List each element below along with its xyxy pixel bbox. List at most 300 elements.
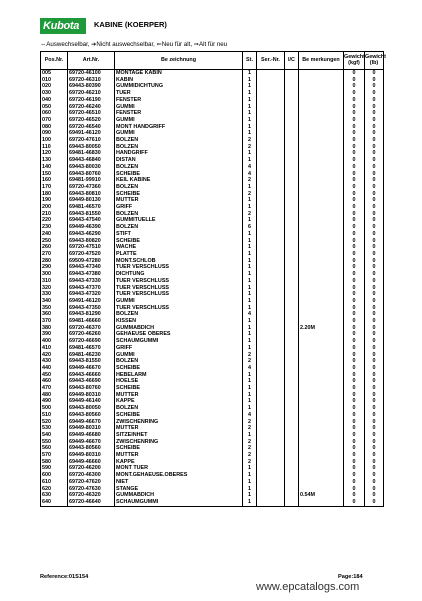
cell-st: 2 — [243, 352, 257, 359]
cell-pos: 490 — [41, 398, 68, 405]
table-row — [41, 164, 384, 171]
cell-bemerkungen — [299, 130, 344, 137]
cell-gewicht-kgf: 0 — [344, 419, 365, 426]
cell-ic — [285, 278, 299, 285]
cell-gewicht-kgf: 0 — [344, 231, 365, 238]
page-number: Page:184 — [338, 574, 363, 580]
page-header — [40, 18, 390, 40]
cell-artnr: 69720-46370 — [68, 325, 115, 332]
cell-bemerkungen — [299, 110, 344, 117]
cell-sernr — [257, 117, 285, 124]
table-row — [41, 318, 384, 325]
cell-sernr — [257, 191, 285, 198]
cell-sernr — [257, 238, 285, 245]
cell-ic — [285, 150, 299, 157]
cell-st: 1 — [243, 385, 257, 392]
cell-gewicht-kgf: 0 — [344, 264, 365, 271]
cell-sernr — [257, 97, 285, 104]
cell-artnr: 69449-80310 — [68, 452, 115, 459]
cell-gewicht-kgf: 0 — [344, 425, 365, 432]
cell-bemerkungen — [299, 258, 344, 265]
cell-artnr: 69481-99910 — [68, 177, 115, 184]
cell-gewicht-kgf: 0 — [344, 164, 365, 171]
cell-gewicht-kgf: 0 — [344, 191, 365, 198]
cell-bezeichnung: GUMMIDICHTUNG — [115, 83, 243, 90]
cell-gewicht-kgf: 0 — [344, 452, 365, 459]
cell-artnr: 69720-47520 — [68, 251, 115, 258]
cell-artnr: 69481-46660 — [68, 318, 115, 325]
cell-gewicht-lb: 0 — [365, 251, 384, 258]
table-row — [41, 372, 384, 379]
cell-bemerkungen — [299, 338, 344, 345]
cell-sernr — [257, 104, 285, 111]
table-row — [41, 177, 384, 184]
cell-pos: 170 — [41, 184, 68, 191]
cell-st: 1 — [243, 305, 257, 312]
cell-sernr — [257, 264, 285, 271]
cell-gewicht-lb: 0 — [365, 70, 384, 77]
col-header-ic: I/C — [285, 52, 299, 70]
table-header-row — [41, 52, 384, 70]
cell-st: 4 — [243, 164, 257, 171]
cell-st: 1 — [243, 244, 257, 251]
parts-table-body — [41, 70, 384, 507]
cell-sernr — [257, 345, 285, 352]
cell-pos: 560 — [41, 445, 68, 452]
cell-gewicht-lb: 0 — [365, 117, 384, 124]
cell-sernr — [257, 224, 285, 231]
cell-gewicht-lb: 0 — [365, 211, 384, 218]
col-header-gewicht-kgf: Gewicht (kgf) — [344, 52, 365, 70]
cell-gewicht-kgf: 0 — [344, 385, 365, 392]
cell-gewicht-lb: 0 — [365, 365, 384, 372]
cell-gewicht-kgf: 0 — [344, 405, 365, 412]
cell-gewicht-lb: 0 — [365, 130, 384, 137]
col-header-pos: Pos.Nr. — [41, 52, 68, 70]
cell-gewicht-lb: 0 — [365, 150, 384, 157]
cell-artnr: 69449-80130 — [68, 197, 115, 204]
cell-bemerkungen — [299, 104, 344, 111]
cell-st: 1 — [243, 472, 257, 479]
cell-ic — [285, 305, 299, 312]
cell-ic — [285, 258, 299, 265]
table-row — [41, 291, 384, 298]
table-row — [41, 445, 384, 452]
cell-gewicht-kgf: 0 — [344, 291, 365, 298]
cell-pos: 130 — [41, 157, 68, 164]
cell-gewicht-kgf: 0 — [344, 345, 365, 352]
cell-bemerkungen — [299, 419, 344, 426]
cell-gewicht-kgf: 0 — [344, 305, 365, 312]
cell-bezeichnung: GUMMI — [115, 352, 243, 359]
cell-st: 2 — [243, 459, 257, 466]
cell-gewicht-lb: 0 — [365, 472, 384, 479]
cell-gewicht-lb: 0 — [365, 264, 384, 271]
cell-ic — [285, 365, 299, 372]
cell-bezeichnung: KABIN — [115, 77, 243, 84]
cell-bezeichnung: TUER VERSCHLUSS — [115, 285, 243, 292]
cell-gewicht-kgf: 0 — [344, 392, 365, 399]
cell-ic — [285, 432, 299, 439]
cell-bezeichnung: MONT.GEHAEUSE.OBERES — [115, 472, 243, 479]
cell-gewicht-lb: 0 — [365, 238, 384, 245]
cell-st: 4 — [243, 171, 257, 178]
cell-artnr: 69449-46390 — [68, 224, 115, 231]
cell-sernr — [257, 251, 285, 258]
cell-pos: 180 — [41, 191, 68, 198]
cell-ic — [285, 117, 299, 124]
cell-gewicht-lb: 0 — [365, 305, 384, 312]
cell-pos: 550 — [41, 439, 68, 446]
cell-gewicht-kgf: 0 — [344, 465, 365, 472]
cell-sernr — [257, 150, 285, 157]
cell-bezeichnung: BOLZEN — [115, 137, 243, 144]
cell-gewicht-lb: 0 — [365, 445, 384, 452]
table-row — [41, 492, 384, 499]
cell-st: 1 — [243, 70, 257, 77]
cell-pos: 600 — [41, 472, 68, 479]
cell-artnr: 69449-80310 — [68, 425, 115, 432]
cell-st: 1 — [243, 264, 257, 271]
cell-gewicht-lb: 0 — [365, 258, 384, 265]
table-row — [41, 130, 384, 137]
table-row — [41, 331, 384, 338]
cell-sernr — [257, 378, 285, 385]
cell-gewicht-lb: 0 — [365, 311, 384, 318]
cell-bezeichnung: TUER VERSCHLUSS — [115, 305, 243, 312]
cell-bezeichnung: STIFT — [115, 231, 243, 238]
cell-sernr — [257, 392, 285, 399]
cell-bezeichnung: ZWISCHENRING — [115, 439, 243, 446]
cell-bemerkungen — [299, 251, 344, 258]
cell-bezeichnung: GRIFF — [115, 345, 243, 352]
cell-st: 1 — [243, 405, 257, 412]
cell-ic — [285, 318, 299, 325]
cell-st: 1 — [243, 331, 257, 338]
cell-pos: 390 — [41, 331, 68, 338]
cell-st: 1 — [243, 479, 257, 486]
cell-bemerkungen — [299, 90, 344, 97]
cell-bemerkungen — [299, 318, 344, 325]
cell-artnr: 69443-80760 — [68, 171, 115, 178]
table-row — [41, 110, 384, 117]
cell-artnr: 69443-47380 — [68, 271, 115, 278]
cell-gewicht-kgf: 0 — [344, 271, 365, 278]
cell-sernr — [257, 472, 285, 479]
cell-bezeichnung: SCHAUMGUMMI — [115, 338, 243, 345]
cell-bezeichnung: GUMMI — [115, 117, 243, 124]
cell-bezeichnung: BOLZEN — [115, 405, 243, 412]
cell-gewicht-kgf: 0 — [344, 124, 365, 131]
table-row — [41, 419, 384, 426]
cell-gewicht-kgf: 0 — [344, 365, 365, 372]
table-row — [41, 325, 384, 332]
cell-bemerkungen — [299, 77, 344, 84]
cell-pos: 220 — [41, 217, 68, 224]
cell-artnr: 69443-80820 — [68, 238, 115, 245]
cell-pos: 240 — [41, 231, 68, 238]
cell-gewicht-lb: 0 — [365, 325, 384, 332]
cell-bemerkungen — [299, 171, 344, 178]
cell-pos: 070 — [41, 117, 68, 124]
cell-sernr — [257, 258, 285, 265]
cell-gewicht-lb: 0 — [365, 244, 384, 251]
cell-gewicht-kgf: 0 — [344, 439, 365, 446]
table-row — [41, 452, 384, 459]
cell-sernr — [257, 157, 285, 164]
cell-artnr: 69720-46100 — [68, 70, 115, 77]
cell-gewicht-kgf: 0 — [344, 325, 365, 332]
cell-bezeichnung: SCHEIBE — [115, 238, 243, 245]
cell-ic — [285, 492, 299, 499]
table-row — [41, 204, 384, 211]
reference-label: Reference:01S154 — [40, 574, 89, 580]
cell-gewicht-kgf: 0 — [344, 70, 365, 77]
cell-sernr — [257, 144, 285, 151]
cell-gewicht-lb: 0 — [365, 419, 384, 426]
cell-artnr: 69443-81290 — [68, 311, 115, 318]
cell-bemerkungen — [299, 291, 344, 298]
cell-st: 1 — [243, 258, 257, 265]
cell-bemerkungen — [299, 439, 344, 446]
cell-pos: 340 — [41, 298, 68, 305]
cell-bemerkungen — [299, 331, 344, 338]
cell-bemerkungen — [299, 70, 344, 77]
cell-sernr — [257, 419, 285, 426]
cell-sernr — [257, 171, 285, 178]
cell-bezeichnung: BOLZEN — [115, 184, 243, 191]
cell-artnr: 69443-47540 — [68, 217, 115, 224]
cell-gewicht-kgf: 0 — [344, 204, 365, 211]
cell-bemerkungen — [299, 285, 344, 292]
cell-st: 2 — [243, 137, 257, 144]
cell-artnr: 69720-46260 — [68, 331, 115, 338]
cell-ic — [285, 204, 299, 211]
cell-st: 1 — [243, 251, 257, 258]
cell-bemerkungen — [299, 385, 344, 392]
cell-gewicht-lb: 0 — [365, 345, 384, 352]
cell-pos: 270 — [41, 251, 68, 258]
cell-ic — [285, 70, 299, 77]
table-row — [41, 472, 384, 479]
cell-ic — [285, 298, 299, 305]
cell-artnr: 69443-47370 — [68, 285, 115, 292]
cell-bezeichnung: SCHAUMGUMMI — [115, 499, 243, 506]
cell-st: 4 — [243, 365, 257, 372]
cell-gewicht-kgf: 0 — [344, 486, 365, 493]
cell-gewicht-kgf: 0 — [344, 244, 365, 251]
cell-pos: 360 — [41, 311, 68, 318]
table-row — [41, 224, 384, 231]
cell-artnr: 69481-46230 — [68, 352, 115, 359]
cell-artnr: 69443-81550 — [68, 358, 115, 365]
cell-gewicht-kgf: 0 — [344, 104, 365, 111]
cell-st: 2 — [243, 177, 257, 184]
cell-artnr: 69720-46690 — [68, 338, 115, 345]
cell-bemerkungen — [299, 124, 344, 131]
cell-sernr — [257, 70, 285, 77]
cell-ic — [285, 345, 299, 352]
cell-gewicht-lb: 0 — [365, 486, 384, 493]
cell-pos: 030 — [41, 90, 68, 97]
cell-gewicht-lb: 0 — [365, 110, 384, 117]
cell-pos: 150 — [41, 171, 68, 178]
table-row — [41, 70, 384, 77]
cell-bemerkungen — [299, 499, 344, 506]
cell-st: 1 — [243, 231, 257, 238]
cell-sernr — [257, 110, 285, 117]
cell-bemerkungen — [299, 97, 344, 104]
cell-pos: 480 — [41, 392, 68, 399]
cell-bemerkungen — [299, 405, 344, 412]
cell-ic — [285, 144, 299, 151]
cell-pos: 520 — [41, 419, 68, 426]
cell-artnr: 69449-46680 — [68, 432, 115, 439]
cell-pos: 290 — [41, 264, 68, 271]
cell-artnr: 69449-46670 — [68, 419, 115, 426]
cell-bemerkungen — [299, 432, 344, 439]
cell-sernr — [257, 305, 285, 312]
cell-bezeichnung: KAPPE — [115, 459, 243, 466]
cell-gewicht-lb: 0 — [365, 171, 384, 178]
cell-st: 1 — [243, 204, 257, 211]
table-row — [41, 83, 384, 90]
table-row — [41, 251, 384, 258]
cell-gewicht-lb: 0 — [365, 278, 384, 285]
table-row — [41, 358, 384, 365]
cell-artnr: 69443-80030 — [68, 164, 115, 171]
cell-gewicht-kgf: 0 — [344, 83, 365, 90]
table-row — [41, 398, 384, 405]
cell-ic — [285, 311, 299, 318]
cell-bemerkungen — [299, 150, 344, 157]
cell-ic — [285, 385, 299, 392]
cell-gewicht-lb: 0 — [365, 104, 384, 111]
cell-bezeichnung: GEHAEUSE OBERES — [115, 331, 243, 338]
cell-bezeichnung: MUTTER — [115, 197, 243, 204]
cell-st: 1 — [243, 130, 257, 137]
cell-pos: 620 — [41, 486, 68, 493]
cell-artnr: 69449-46670 — [68, 365, 115, 372]
cell-bemerkungen — [299, 459, 344, 466]
cell-artnr: 69443-46290 — [68, 231, 115, 238]
cell-sernr — [257, 352, 285, 359]
cell-sernr — [257, 271, 285, 278]
cell-bemerkungen — [299, 452, 344, 459]
cell-bezeichnung: MUTTER — [115, 425, 243, 432]
table-row — [41, 191, 384, 198]
cell-ic — [285, 238, 299, 245]
cell-ic — [285, 425, 299, 432]
cell-sernr — [257, 83, 285, 90]
cell-sernr — [257, 184, 285, 191]
cell-sernr — [257, 479, 285, 486]
table-row — [41, 365, 384, 372]
cell-gewicht-kgf: 0 — [344, 298, 365, 305]
cell-sernr — [257, 318, 285, 325]
cell-st: 1 — [243, 217, 257, 224]
cell-gewicht-kgf: 0 — [344, 499, 365, 506]
cell-bemerkungen — [299, 83, 344, 90]
cell-pos: 060 — [41, 110, 68, 117]
cell-pos: 510 — [41, 412, 68, 419]
table-row — [41, 258, 384, 265]
cell-ic — [285, 110, 299, 117]
cell-gewicht-lb: 0 — [365, 385, 384, 392]
cell-gewicht-kgf: 0 — [344, 251, 365, 258]
table-row — [41, 479, 384, 486]
cell-ic — [285, 90, 299, 97]
cell-gewicht-lb: 0 — [365, 425, 384, 432]
cell-bemerkungen — [299, 392, 344, 399]
table-row — [41, 124, 384, 131]
cell-bemerkungen — [299, 211, 344, 218]
cell-gewicht-lb: 0 — [365, 331, 384, 338]
cell-gewicht-lb: 0 — [365, 285, 384, 292]
cell-st: 1 — [243, 392, 257, 399]
cell-artnr: 69720-47510 — [68, 244, 115, 251]
cell-ic — [285, 465, 299, 472]
cell-ic — [285, 439, 299, 446]
cell-bemerkungen — [299, 144, 344, 151]
cell-st: 1 — [243, 157, 257, 164]
cell-gewicht-kgf: 0 — [344, 432, 365, 439]
cell-gewicht-lb: 0 — [365, 372, 384, 379]
cell-st: 1 — [243, 184, 257, 191]
cell-artnr: 69443-80560 — [68, 445, 115, 452]
cell-pos: 380 — [41, 325, 68, 332]
cell-ic — [285, 251, 299, 258]
cell-gewicht-lb: 0 — [365, 231, 384, 238]
cell-pos: 110 — [41, 144, 68, 151]
cell-gewicht-lb: 0 — [365, 157, 384, 164]
cell-artnr: 69720-46320 — [68, 492, 115, 499]
cell-gewicht-kgf: 0 — [344, 130, 365, 137]
cell-ic — [285, 177, 299, 184]
cell-gewicht-kgf: 0 — [344, 358, 365, 365]
cell-st: 1 — [243, 150, 257, 157]
cell-gewicht-lb: 0 — [365, 217, 384, 224]
cell-gewicht-lb: 0 — [365, 338, 384, 345]
cell-bezeichnung: SCHEIBE — [115, 171, 243, 178]
cell-sernr — [257, 412, 285, 419]
cell-artnr: 69491-46120 — [68, 298, 115, 305]
table-row — [41, 459, 384, 466]
cell-ic — [285, 479, 299, 486]
cell-gewicht-lb: 0 — [365, 378, 384, 385]
cell-gewicht-kgf: 0 — [344, 90, 365, 97]
cell-artnr: 69443-47350 — [68, 305, 115, 312]
cell-st: 1 — [243, 124, 257, 131]
cell-st: 2 — [243, 425, 257, 432]
cell-st: 2 — [243, 191, 257, 198]
cell-bemerkungen — [299, 117, 344, 124]
cell-gewicht-kgf: 0 — [344, 238, 365, 245]
cell-gewicht-kgf: 0 — [344, 479, 365, 486]
cell-st: 1 — [243, 372, 257, 379]
table-row — [41, 352, 384, 359]
cell-st: 1 — [243, 291, 257, 298]
cell-pos: 430 — [41, 358, 68, 365]
table-row — [41, 217, 384, 224]
cell-gewicht-lb: 0 — [365, 298, 384, 305]
cell-ic — [285, 83, 299, 90]
cell-bezeichnung: STANGE — [115, 486, 243, 493]
cell-sernr — [257, 499, 285, 506]
table-row — [41, 392, 384, 399]
col-header-bezeichnung: Be zeichnung — [115, 52, 243, 70]
table-row — [41, 144, 384, 151]
